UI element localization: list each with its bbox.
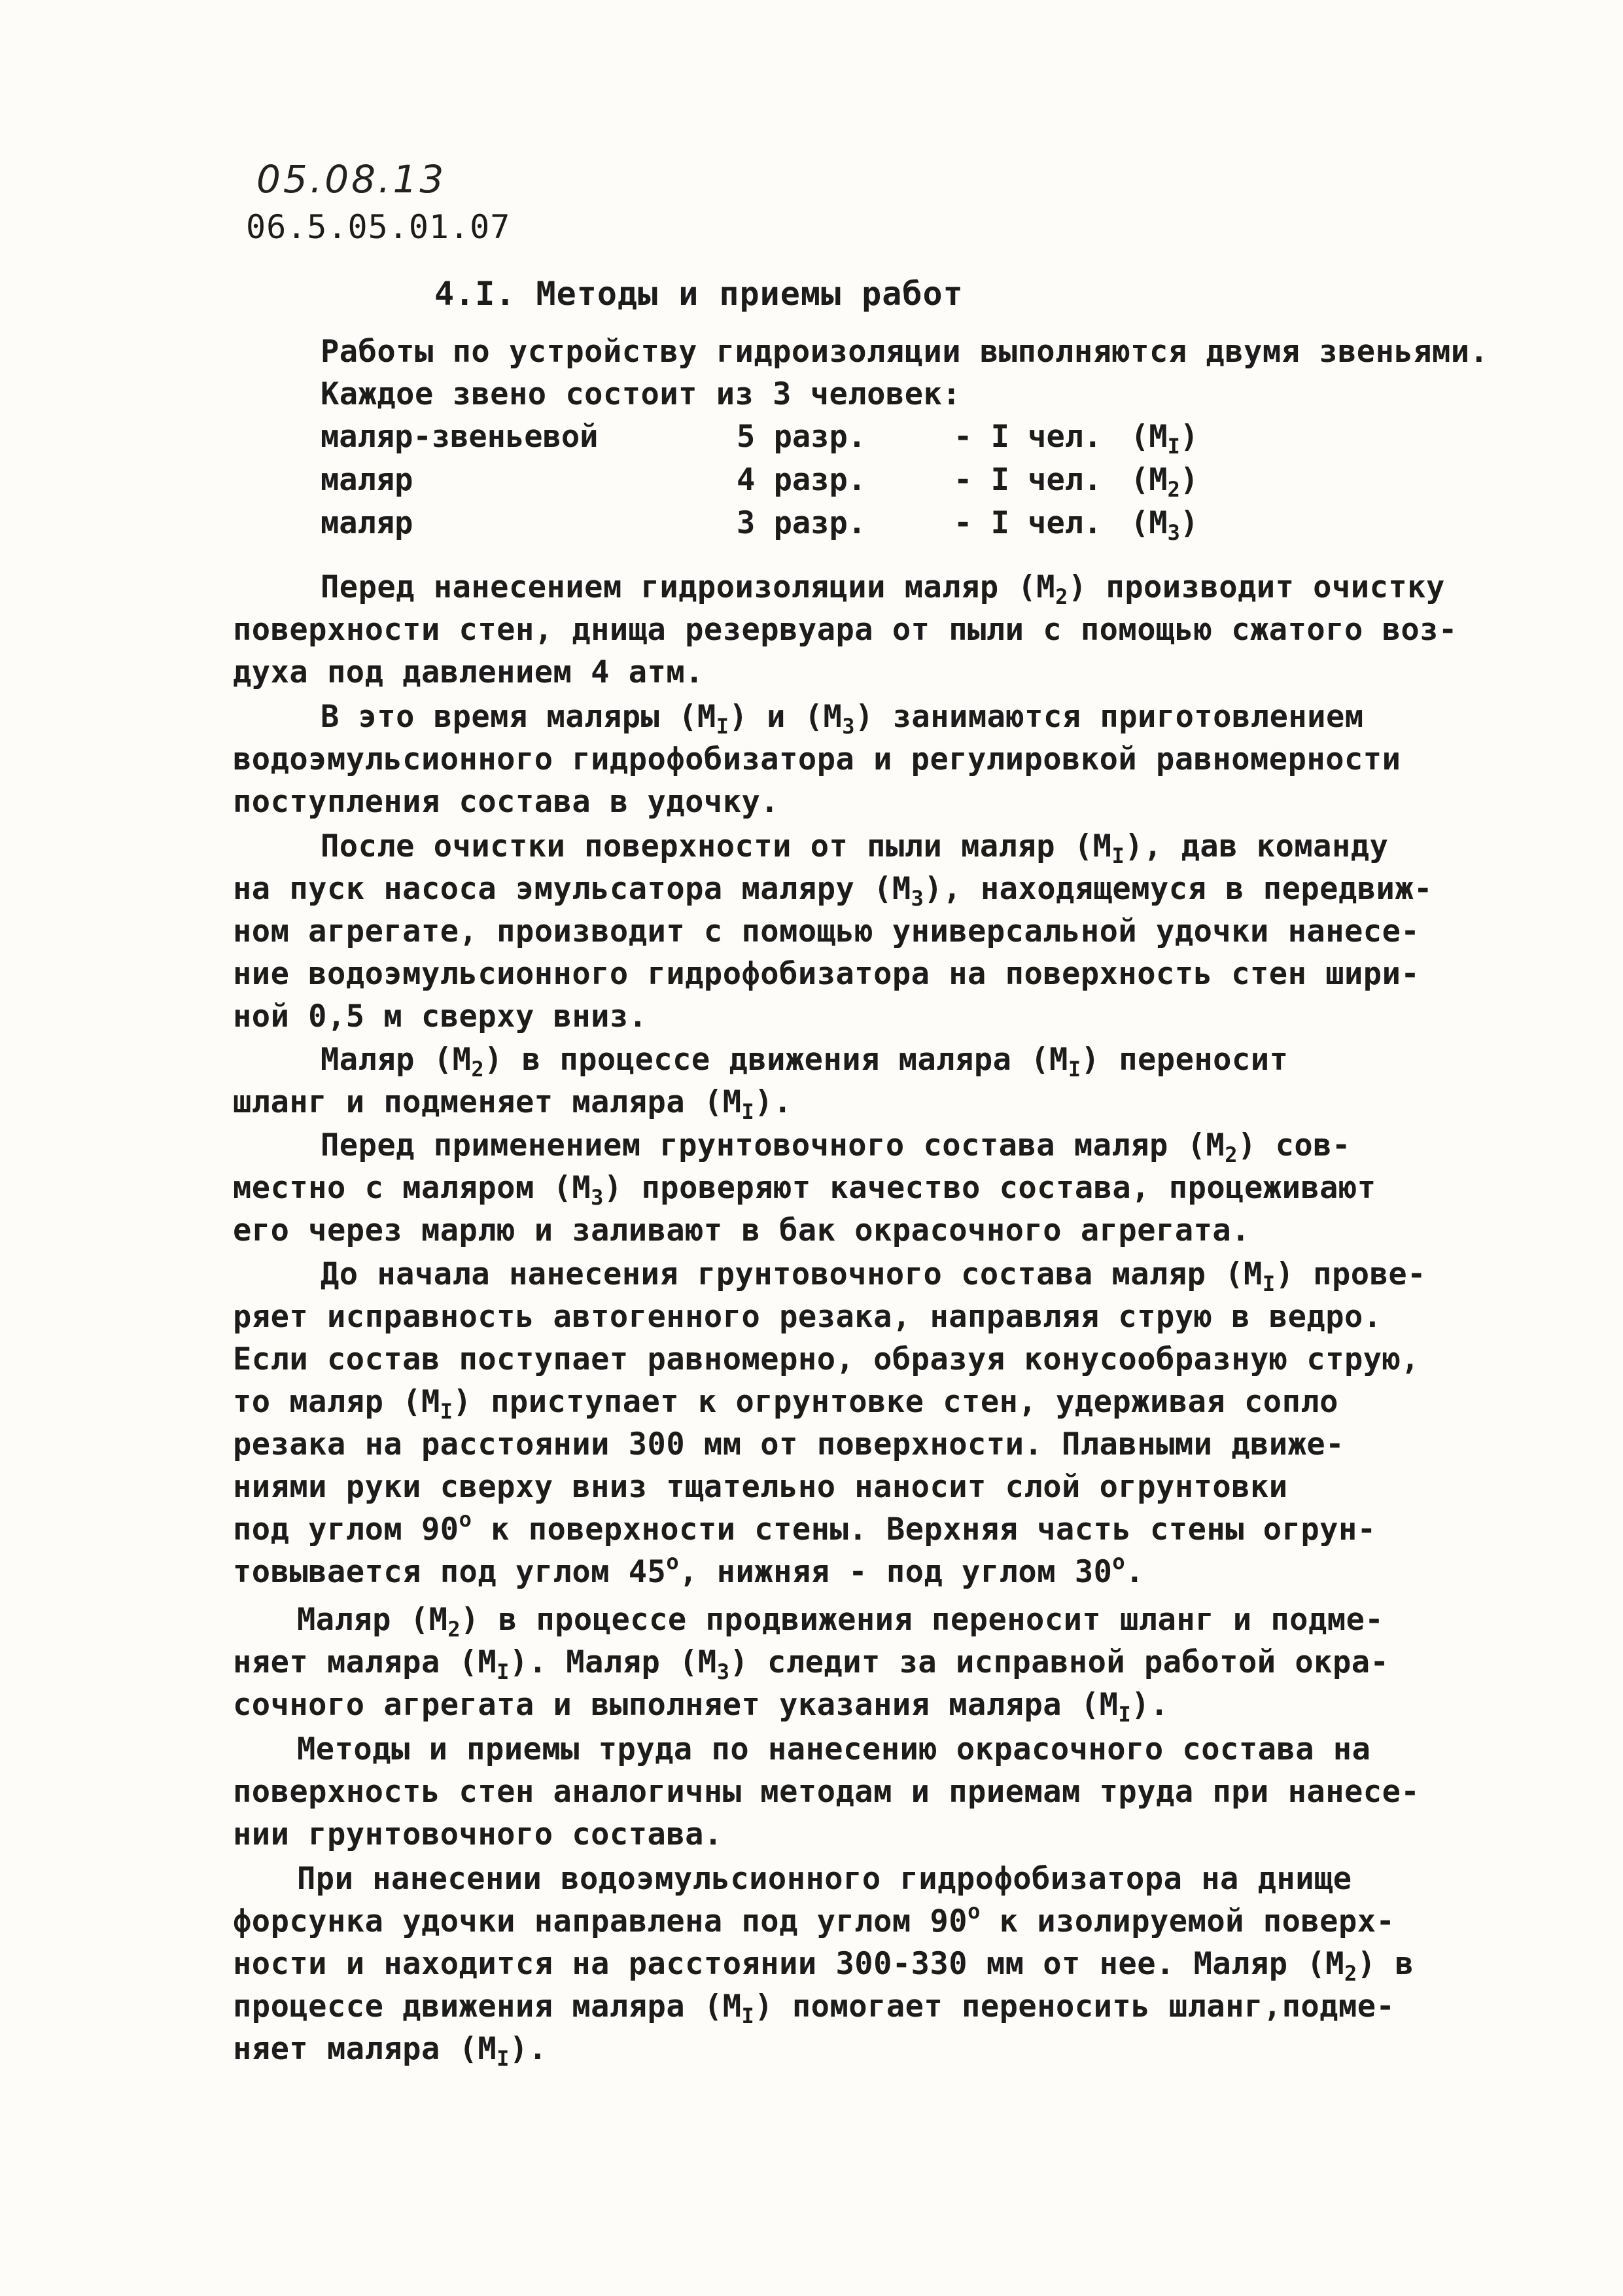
text-line: ном агрегате, производит с помощью универсальной удочки нанесе-: [233, 913, 1420, 949]
text-line: Маляр $(М_2)$ в процессе движения маляра $(М_I)$ переносит: [321, 1042, 1289, 1082]
crew-count: - I чел.: [954, 505, 1102, 541]
crew-grade: 5 разр.: [737, 419, 867, 455]
text-line: До начала нанесения грунтовочного состава маляр $(М_I)$ прове-: [321, 1256, 1426, 1296]
intro-line-1: Работы по устройству гидроизоляции выполняются двумя звеньями.: [321, 334, 1489, 370]
text-line: В это время маляры $(М_I)$ и $(М_3)$ занимаются приготовлением: [321, 699, 1364, 739]
crew-role: маляр: [321, 462, 413, 498]
text-line: местно с маляром $(М_3)$ проверяют качество состава, процеживают: [233, 1170, 1376, 1210]
text-line: под углом $90^о$ к поверхности стены. Верхняя часть стены огрун-: [233, 1507, 1376, 1547]
text-line: процессе движения маляра $(М_I)$ помогает переносить шланг,подме-: [233, 1988, 1395, 2028]
text-line: ряет исправность автогенного резака, направляя струю в ведро.: [233, 1299, 1382, 1335]
document-code: 06.5.05.01.07: [246, 208, 511, 246]
text-line: резака на расстоянии 300 мм от поверхности. Плавными движе-: [233, 1426, 1344, 1462]
text-line: няет маляра $(М_I)$. Маляр $(М_3)$ следит за исправной работой окра-: [233, 1644, 1389, 1684]
text-line: При нанесении водоэмульсионного гидрофобизатора на днище: [297, 1861, 1352, 1897]
crew-role: маляр: [321, 505, 413, 541]
crew-code: $(М_2)$: [1130, 462, 1199, 502]
handwritten-code: 05.08.13: [256, 157, 447, 202]
text-line: ности и находится на расстоянии 300-330 мм от нее. Маляр $(М_2)$ в: [233, 1946, 1414, 1986]
text-line: поверхности стен, днища резервуара от пыли с помощью сжатого воз-: [233, 612, 1457, 648]
intro-line-2: Каждое звено состоит из 3 человек:: [321, 376, 962, 412]
text-line: поступления состава в удочку.: [233, 784, 780, 820]
text-line: ние водоэмульсионного гидрофобизатора на поверхность стен шири-: [233, 956, 1420, 992]
text-line: поверхность стен аналогичны методам и приемам труда при нанесе-: [233, 1774, 1420, 1810]
text-line: форсунка удочки направлена под углом $90^о$ к изолируемой поверх-: [233, 1899, 1395, 1939]
crew-count: - I чел.: [954, 462, 1102, 498]
text-line: ниями руки сверху вниз тщательно наносит слой огрунтовки: [233, 1469, 1288, 1505]
text-line: Перед применением грунтовочного состава маляр $(М_2)$ сов-: [321, 1127, 1351, 1167]
crew-grade: 3 разр.: [737, 505, 867, 541]
crew-code: $(М_I)$: [1130, 419, 1199, 459]
text-line: шланг и подменяет маляра $(М_I)$.: [233, 1084, 792, 1124]
crew-count: - I чел.: [954, 419, 1102, 455]
text-line: товывается под углом $45^о$, нижняя - под углом $30^о$.: [233, 1549, 1144, 1590]
text-line: Перед нанесением гидроизоляции маляр $(М_2)$ производит очистку: [321, 569, 1445, 609]
text-line: на пуск насоса эмульсатора маляру $(М_3)$, находящемуся в передвиж-: [233, 871, 1433, 911]
text-line: няет маляра $(М_I)$.: [233, 2031, 548, 2071]
text-line: его через марлю и заливают в бак окрасочного агрегата.: [233, 1212, 1251, 1248]
text-line: Если состав поступает равномерно, образуя конусообразную струю,: [233, 1341, 1420, 1377]
text-line: сочного агрегата и выполняет указания маляра $(М_I)$.: [233, 1687, 1169, 1727]
text-line: духа под давлением 4 атм.: [233, 654, 704, 690]
crew-role: маляр-звеньевой: [321, 419, 599, 455]
text-line: После очистки поверхности от пыли маляр $(М_I)$, дав команду: [321, 828, 1389, 868]
text-line: Методы и приемы труда по нанесению окрасочного состава на: [297, 1731, 1371, 1767]
text-line: нии грунтовочного состава.: [233, 1816, 723, 1852]
section-heading: 4.I. Методы и приемы работ: [434, 275, 964, 313]
crew-code: $(М_3)$: [1130, 505, 1199, 545]
text-line: Маляр $(М_2)$ в процессе продвижения переносит шланг и подме-: [297, 1602, 1384, 1642]
text-line: то маляр $(М_I)$ приступает к огрунтовке стен, удерживая сопло: [233, 1384, 1338, 1424]
crew-grade: 4 разр.: [737, 462, 867, 498]
text-line: водоэмульсионного гидрофобизатора и регулировкой равномерности: [233, 741, 1401, 777]
text-line: ной 0,5 м сверху вниз.: [233, 998, 648, 1034]
